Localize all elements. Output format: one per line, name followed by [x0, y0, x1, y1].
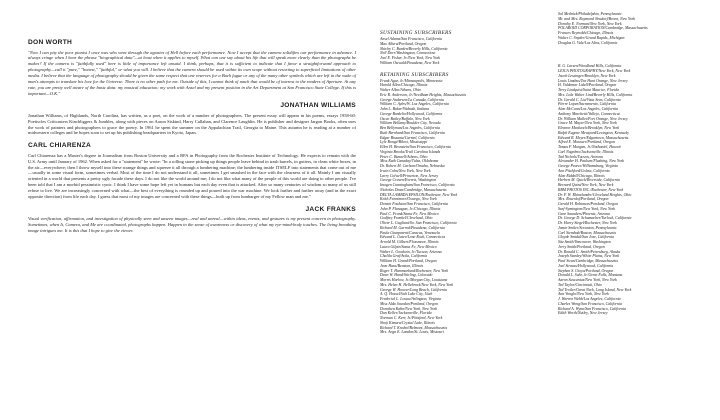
subscriber-entry: Walter C. Snyder/Grand Rapids, Michigan [558, 35, 625, 40]
subscriber-entry: Ralph Eugene Meatyard/Lexington, Kentucky [558, 130, 629, 135]
subscriber-entry: Larry Colwell/Princeton, New Jersey [380, 173, 439, 178]
sustaining-list [380, 37, 550, 66]
subscriber-entry: Frank Agar, Jr./Minneapolis, Minnesota [380, 78, 443, 83]
subscriber-entry: Bernard Quint/New York, New York [558, 183, 614, 187]
subscriber-entry: Mrs. Helen H. Hellebrock/New York, New York [380, 282, 454, 287]
subscriber-entry: Morris Harlow, Jr./Morgan City, Louisiana [380, 278, 448, 282]
subscriber-entry: Tamas F. Morgan, Jr./Nathaniel, Hawaii [558, 145, 621, 149]
subscriber-entry: William H. Grand/Portland, Oregon [380, 259, 437, 263]
contributor-bio: Carl Chiarenza has a Master's degree in Journalism from Boston University and a BFA in Photography from the Rochester Institute of Technology. He expects to remain with the U.S. Army until January of 1962. When asked for a "statement" he wrote: "In a rolling stone picking up things people leave behind in trash barrels, in gutters, in clean white boxes, in the air—everywhere; then I throw myself into these strange things and squeeze it all through a lumbering machine; the lumbering inside ITSELF into statements that come out of me—usually in some visual form, sometimes verbal. Most of the time I do not understand it all, sometimes I get smashed in the face with the clearness of it all. Mainly I am visually oriented in a world that presents a pretty ugly facade these days. I do not like the world around me; I do not like what many of the people of this world are doing to other people. I've been told that I am a morbid pessimistic cynic. I think I have some hope left yet in humans but each day even that is attacked. After so many centuries of wisdom so many of us still refuse to live. We are increasingly concerned with what—the best of everything is rounded up and poured into the war machine. We look farther and farther away (and in the exact opposite direction) from life each day. I guess that most of my images are concerned with these things—built up from lumbarger of my Fellow man and me." [28, 152, 356, 199]
subscriber-entry: Charles Wong/San Francisco, California [558, 301, 622, 306]
subscriber-entry: Douglas G. Vale/Los Altos, California [558, 40, 618, 45]
subscriber-entry: Edward L. Gatev/Lone Rock, Connecticut [380, 235, 445, 240]
subscriber-entry: Roger T. Hammarlund/Rochester, New York [380, 268, 449, 273]
subscriber-entry: J. Warren Webb/Los Angeles, California [558, 297, 621, 301]
bio-don-worth [28, 40, 356, 96]
subscriber-entry: Mrs. Rosenlof/Portland, Oregon [558, 197, 609, 202]
subscriber-entry: Gerald H. Robinson/Portland, Oregon [558, 202, 619, 206]
subscriber-entry: Keith Fennimore/Oswego, New York [380, 197, 437, 202]
subscriber-entry: George Andersen/La Canada, California [380, 97, 444, 102]
subscriber-entry: William C. Ayles/W. Los Angeles, California [380, 102, 449, 107]
subscriber-entry: Miss Alda Jourdan/Portland, Oregon [380, 301, 438, 306]
subscriber-entry: Nell Dorr/Washington, Connecticut [380, 51, 436, 56]
subscriber-entry: Laura Gilpin/Santa Fe, New Mexico [380, 244, 437, 249]
subscriber-entry: Walter L. Goodwin, Jr./Tucson, Arizona [380, 249, 442, 254]
subscriber-entry: Joel E. Fisher, Jr./New York, New York [380, 56, 441, 60]
subscriber-entry: Nicholas Dean/Cambridge, Massachusetts [380, 187, 447, 192]
subscriber-entry: Edgar Bissantz/Carmel, California [380, 135, 435, 140]
subscriber-entry: Peter C. Bunnell/Athens, Ohio [380, 154, 428, 159]
subscriber-entry: Walter Allen/Athens, Ohio [380, 88, 421, 92]
subscriber-entry: Tad Nichols/Tucson, Arizona [558, 154, 603, 159]
subscriber-entry: Carl Siembab/Boston, Massachusetts [558, 230, 617, 235]
subscriber-entry: Ted Taylor/Cincinnati, Ohio [558, 282, 602, 287]
contributor-name: DON WORTH [28, 39, 73, 46]
subscriber-entry: Max Allura/Portland, Oregon [380, 41, 427, 46]
subscriber-entry: Eric R. Anderson, Jr./Needham Heights, Massachusetts [380, 92, 467, 97]
retaining-list-cont [558, 12, 712, 316]
subscriber-entry: Arnold M. Gilbert/Flossmoor, Illinois [380, 240, 439, 244]
subscriber-entry: Ansel Adams/San Francisco, California [380, 37, 442, 41]
subscriber-entry: LEICA PHOTOGRAPHY/New York, New York [558, 69, 631, 73]
subscriber-entry: Dr. Robert M. Carlson/Omaha, Nebraska [380, 164, 445, 168]
subscriber-entry: Paul Swan/Cambridge, Massachusetts [558, 259, 618, 263]
subscriber-entry: Irwin Cohn/New York, New York [380, 168, 431, 173]
subscribers-col-a [380, 12, 550, 335]
subscriber-entry: Dorothea Kahn/New York, New York [380, 306, 437, 311]
subscriber-entry: Edith Worth/Nutley, New Jersey [558, 311, 608, 316]
subscriber-entry: Ruth Bernhard/San Francisco, California [380, 130, 445, 135]
subscriber-entry: Jacob Lessinger/Brooklyn, New York [558, 73, 616, 78]
subscriber-entry: Alan McCann/Los Angeles, California [558, 107, 618, 111]
subscriber-entry: Dr. George D. Schumacher/Turlock, California [558, 216, 632, 221]
subscriber-entry: Richard T. Knobel/Belmont, Massachusetts [380, 325, 448, 330]
subscriber-entry: RBM PHOTOS INC./Rochester, New York [558, 187, 624, 192]
subscriber-entry: Harold Allen/Chicago, Illinois [380, 83, 428, 88]
subscriber-entry: Jean Haus/Beaston, Illinois [380, 263, 424, 268]
contributor-bio: Visual verification, affirmation, and investigation of physically seen and unseen images—real and unreal—within ideas, events, and gestures is my present concern in photography. Sometimes, when It, Camera, and Me are coordinated, photographs happen. Happen in the sense of awareness or discovery of what my eye-mind-body touches. The living breathing image intrigues me. It is this that I hope to give the viewer. [28, 216, 356, 233]
subscriber-entry: Grace M. Mayer/New York, New York [558, 121, 617, 126]
subscriber-entry: John L. Baker/Wabash, Indiana [380, 107, 430, 111]
subscriber-entry: Stephen S. Gioya/Portland, Oregon [558, 268, 614, 273]
subscriber-entry: Ellen H. Bronstein/San Francisco, California [380, 145, 451, 149]
subscriber-entry: Paul C. Frank/Santa Fe, New Mexico [380, 211, 439, 216]
subscriber-entry: Chalila Graf/Avila, California [380, 254, 428, 259]
contributor-bio: "Now I can pity the poor pianist I once was who went through the agonies of Hell before each performance. Now I accept that the camera solidifies our performance in advance. I always cringe when I hear the phrase "biographical data"—at least when it applies to myself. What can one say about his life that will speak more clearly than the photographs he makes? If the camera is "faithfully used" here is little of importance left unsaid. I think, perhaps, that it is sufficient to indicate that I favor a straightforward approach to photography—call it "pure," "honest," "faithful," or what you will. I believe that the camera should be used within its own scope without resorting to superficial limitations of other media. I believe that the language of photography should be given the same respect that one reserves for a Bach fugue or any of the many other symbols which are left in the wake of man's attempts to translate his love for the Universe. There is no other path for me. Outside of this, I cannot think of much that would be of interest to the readers of Aperture. At any rate, you are pretty well aware of the basic data: my musical education; my work with Ansel and my present position in the Art Department at San Francisco State College. If this is important—O.K." [28, 49, 356, 96]
subscriber-entry: Dorain Foulston/San Francisco, California [380, 202, 448, 206]
subscriber-entry: Eleanor Mealuoch/Brooklyn, New York [558, 126, 620, 130]
subscriber-entry: Louis Linzbus/Tea Hunt Orange, New Jersey [558, 78, 628, 83]
subscriber-entry: Mr. and Mrs. Raymond Neudorf/Bronx, New York [558, 16, 635, 21]
subscriber-entry: Sol Mednick/Philadelphia, Pennsylvania [558, 12, 622, 16]
subscriber-entry: Oscar Bailey/Buffalo, New York [380, 116, 430, 121]
subscriber-entry: Dr. William Mallet/Fort Orange, New Jersey [558, 116, 628, 121]
contributor-name: JONATHAN WILLIAMS [280, 102, 356, 110]
subscriber-entry: Aaron Suscunius/New York, New York [558, 278, 617, 282]
subscriber-entry: Mrs. Aegn E. Landon/St. Louis, Missouri [380, 330, 444, 335]
subscriber-entry: Alan Riddell/Chicago, Illinois [558, 173, 605, 178]
subscriber-entry: Donald L. Suhr, Jr./Great Falls, Montana [558, 273, 623, 278]
subscriber-entry: George W. Hoover/Long Beach, California [380, 287, 447, 292]
subscriber-entry: Dr. Gerald C. Liu/Vista Seas, California [558, 97, 621, 102]
subscriber-entry: Ben Bellyman/Los Angeles, California [380, 126, 440, 130]
subscriber-entry: Carl Nagelmo/Jacksonville, Illinois [558, 149, 614, 154]
subscriber-entry: Ann Vonglo/New York, New York [558, 292, 609, 297]
subscriber-entry: Paula Giunparent/Caracas, Venezuela [380, 230, 440, 235]
subscriber-entry: Surf-Symington/New York, New York [558, 206, 615, 211]
subscriber-entry: DELTA LAMBDA EPSILON/Rochester, New York [380, 192, 458, 197]
subscriber-entry: Oliver L. Gagliani/So. San Francisco, California [380, 221, 457, 225]
subscriber-entry: Joel Strauss/Hollywood, California [558, 263, 614, 268]
retaining-list [380, 79, 550, 336]
subscriber-entry: Alfred E. Mousser/Portland, Oregon [558, 140, 615, 145]
subscriber-entry: Anthony Marchetti/Vallejo, Connecticut [558, 111, 620, 116]
subscriber-entry: Dan Keller/Jacksonville, Florida [380, 311, 432, 316]
subscriber-entry: Lyle Bongé/Biloxi, Mississippi [380, 140, 428, 145]
subscriber-entry: Dr. F. W. Rhinelander/Cleveland Heights, Ohio [558, 192, 632, 197]
subscriber-entry: Shirley C. Burden/Beverly Hills, California [380, 46, 448, 51]
sustaining-title: SUSTAINING SUBSCRIBERS [380, 30, 452, 36]
bio-carl-chiarenza [28, 143, 356, 199]
subscriber-entry: Shoji Kimura/Crystal Lake, Illinois [380, 320, 435, 325]
subscriber-entry: Richard M. Garrod/Pasadena, California [380, 225, 445, 230]
subscriber-entry: Frances Reynolds/Chicago, Illinois [558, 31, 614, 35]
contributor-name: CARL CHIARENZA [28, 142, 92, 150]
bio-jonathan-williams [28, 103, 356, 136]
subscriber-entry: Gloyde Smidal/San Jose, California [558, 235, 614, 240]
subscriber-entry: Herbert M. Quick/Riverside, California [558, 178, 620, 183]
subscriber-entry: George Bardelio/Hollywood, California [380, 111, 443, 116]
subscriber-entry: Dr. Ronald C. Smith/Petersburg, Alaska [558, 249, 621, 254]
subscriber-entry: George Craven/Everett, Washington [380, 178, 437, 183]
bio-jack-franks [28, 207, 356, 234]
subscriber-entry: Pierre Lopez/Sacramento, California [558, 102, 616, 107]
subscriber-entry: Richard A. Wynn/San Francisco, California [558, 306, 626, 311]
contributor-bio: Jonathan Williams, of Highlands, North Carolina, has written, as a poet, on the work of a number of photographers. The present essay will appear in his poems, essays 1958-60: Poetiscles Criticasters Kinchliggers & Jumbles, along with pieces on Aaron Siskind, Harry Callahan, and Clarence Laughlin. He is publisher and designer Jargon Books, often uses the work of painters and photographers to grace the poetry. In 1961 he spent the summer on the Appalachian Trail, Georgia to Maine. This autumn he is reading at a number of midwestern colleges and he hopes soon to set up his publishing headquarters in Kyoto, Japan. [28, 112, 356, 136]
subscriber-entry: Edward R. Meyer/Edgartown, Massachusetts [558, 135, 629, 140]
subscriber-entry: William Bellamy/Boulder City, Nevada [380, 121, 441, 126]
subscriber-entry: Imogen Cunningham/San Francisco, California [380, 183, 455, 187]
subscriber-entry: Mrs. Lola Walter Lind/Beverly Hills, California [558, 92, 633, 97]
subscriber-entry: Terry Lindquist/Saint Maurice, Florida [558, 88, 620, 92]
subscriber-entry: Miss Ruth Canaday/Tulsa, Oklahoma [380, 159, 439, 164]
subscriber-entry: Dorothy E. Norman/New York, New York [558, 21, 622, 26]
subscribers-col-b [558, 12, 712, 316]
subscriber-entry: Alexander H. Paulsen/Flushing, New York [558, 159, 624, 164]
subscriber-entry: Dean W. Hand/Stirling, Colorado [380, 273, 433, 278]
subscriber-entry: George Pearce/Williamsburg, Virginia [558, 164, 618, 168]
subscriber-entry: Jamie Smiler/Scranton, Pennsylvania [558, 225, 617, 230]
subscriber-entry: Gene Saunders/Phoenix, Arizona [558, 211, 610, 216]
subscriber-entry: POLAROID CORPORATION/Cambridge, Massachusetts [558, 26, 648, 31]
subscriber-entry: Joseph Stanley/White Plains, New York [558, 254, 620, 259]
subscriber-entry: Dr. Harry Siegel/Rochester, New York [558, 221, 617, 225]
retaining-title: RETAINING SUBSCRIBERS [380, 71, 449, 78]
subscriber-entry: William Ostwald/Pasadena, New York [380, 60, 440, 65]
subscriber-entry: Norman C. Kerr, Jr./Pittsford, New York [380, 316, 443, 320]
subscriber-entry: A. Q. Hossel/Salt Lake City, Utah [380, 292, 433, 297]
subscriber-entry: Jerry Smith/Portland, Oregon [558, 244, 605, 249]
subscriber-entry: Ann Pitchford/Goleta, California [558, 168, 610, 173]
subscriber-entry: H. Valdemar Lidell/Portland, Oregon [558, 83, 617, 88]
subscriber-entry: Ted Troiler/Great Neck, Long Island, New York [558, 287, 632, 292]
subscriber-entry: John P. Flanagan, Jr./Chicago, Illinois [380, 206, 441, 211]
contributor-name: JACK FRANKS [305, 205, 356, 213]
subscriber-entry: Frederick L. Losaw/Arlington, Virginia [380, 297, 441, 301]
contributors-column [28, 40, 356, 241]
subscriber-entry: R. G. Larsen/Woodland Hills, California [558, 64, 622, 69]
subscriber-entry: Sitz Smith/Vancouver, Washington [558, 240, 611, 244]
subscriber-entry: Virginia Brooks/Trail Carolina Islands [380, 149, 441, 154]
subscriber-entry: Godfrey Frankel/Cleveland, Ohio [380, 216, 433, 221]
